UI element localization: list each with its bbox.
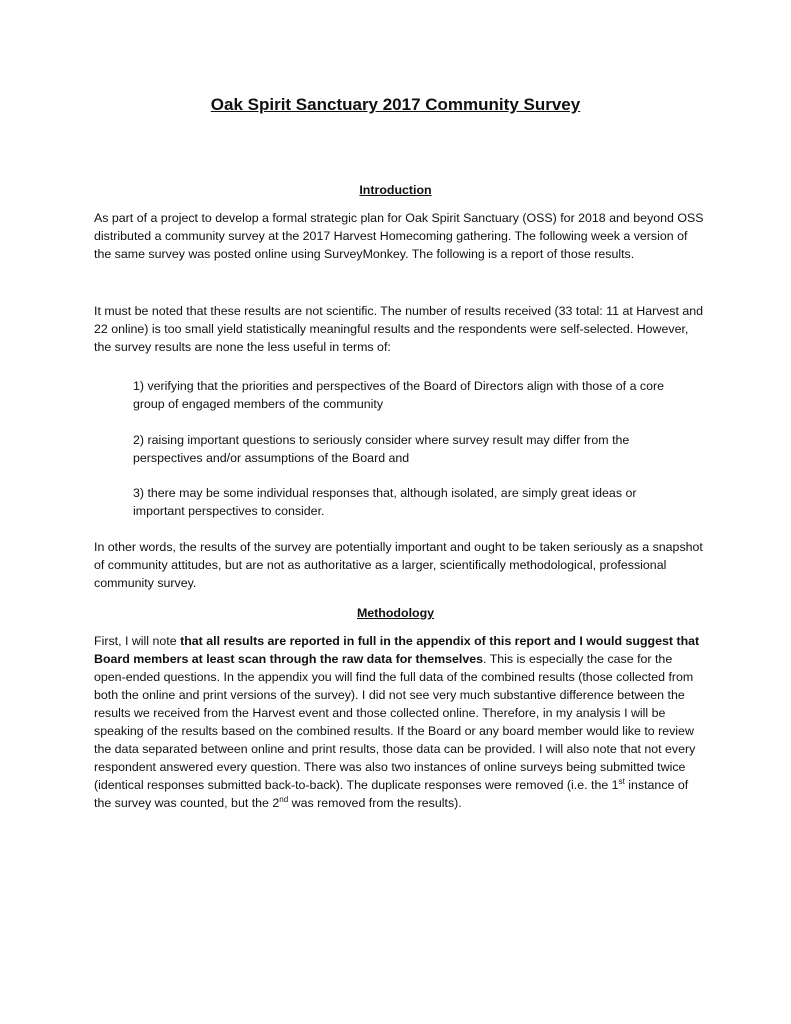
- methodology-bold-note: that all results are reported in full in the appendix of this report and I would suggest that Board members at least scan through the raw data for themselves: [94, 634, 700, 666]
- intro-paragraph-3: In other words, the results of the survey are potentially important and ought to be taken seriously as a snapshot of community attitudes, but are not as authoritative as a larger, scientifically methodological, professional community survey.: [94, 540, 703, 590]
- list-item-verifying: 1) verifying that the priorities and perspectives of the Board of Directors align with those of a core group of engaged members of the community: [133, 379, 665, 411]
- document-title: Oak Spirit Sanctuary 2017 Community Survey: [210, 95, 581, 114]
- list-item-individual: 3) there may be some individual responses that, although isolated, are simply great ideas or important perspectives to consider.: [133, 486, 637, 518]
- intro-paragraph-1: As part of a project to develop a formal strategic plan for Oak Spirit Sanctuary (OSS) for 2018 and beyond OSS distributed a community survey at the 2017 Harvest Homecoming gathering. The following week a version of the same survey was posted online using SurveyMonkey. The following is a report of those results.: [94, 211, 704, 261]
- introduction-heading: Introduction: [359, 183, 432, 197]
- superscript-nd: nd: [279, 794, 289, 804]
- methodology-middle: instance of the survey was counted, but the 2: [94, 778, 689, 810]
- methodology-body: . This is especially the case for the open-ended questions. In the appendix you will find the full data of the combined results (those collected from both the online and print versions of the survey). I did not see very much substantive difference between the results we received from the Harvest event and those collected online. Therefore, in my analysis I will be speaking of the results based on the combined results. If the Board or any board member would like to review the data separated between online and print results, those data can be provided. I will also note that not every respondent answered every question. There was also two instances of online surveys being submitted twice (identical responses submitted back-to-back). The duplicate responses were removed (i.e. the 1: [94, 652, 696, 792]
- list-item-raising: 2) raising important questions to seriously consider where survey result may differ from the perspectives and/or assumptions of the Board and: [133, 433, 630, 465]
- methodology-paragraph: [94, 632, 706, 812]
- superscript-st: st: [618, 776, 625, 786]
- intro-paragraph-2: It must be noted that these results are not scientific. The number of results received (33 total: 11 at Harvest and 22 online) is too small yield statistically meaningful results and the respondents were self-selected. However, the survey results are none the less useful in terms of:: [94, 304, 704, 354]
- methodology-heading: Methodology: [356, 606, 435, 620]
- methodology-end: was removed from the results).: [288, 796, 462, 810]
- methodology-lead: First, I will note: [94, 634, 181, 648]
